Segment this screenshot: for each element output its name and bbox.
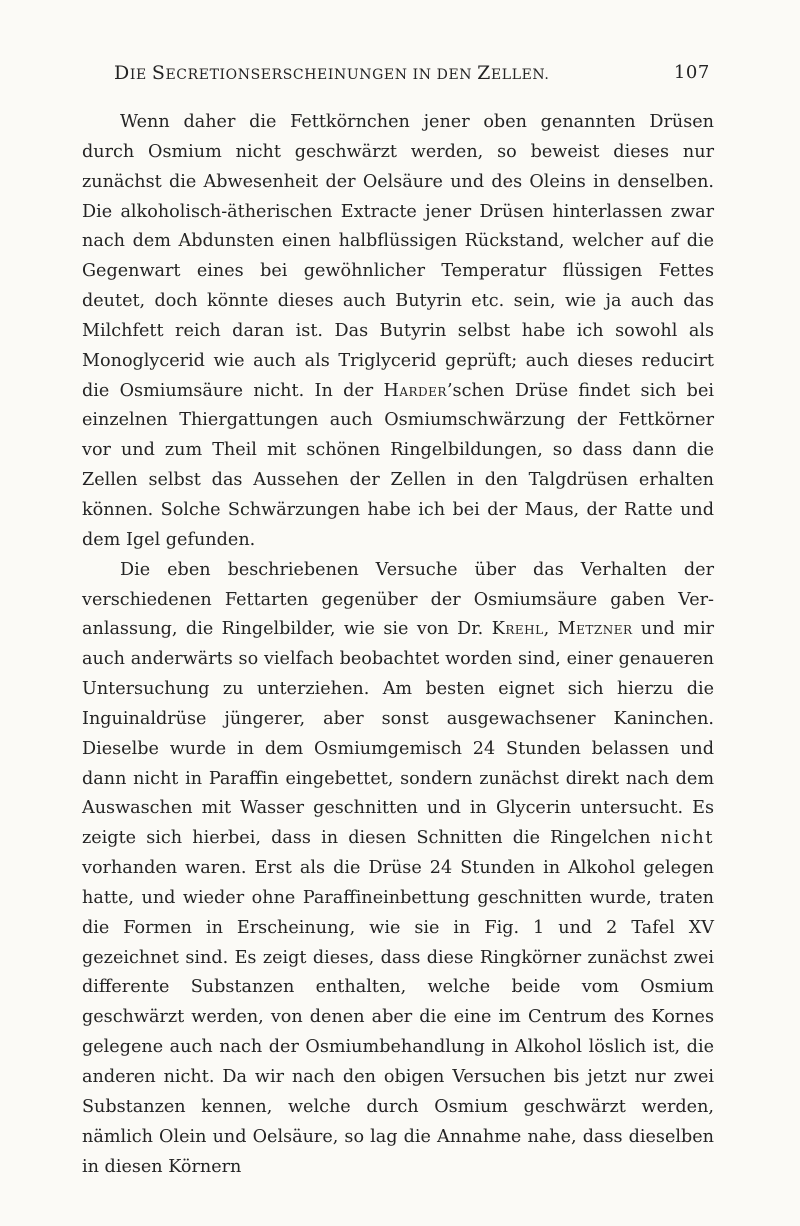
author-name-metzner: Metzner (557, 619, 633, 640)
running-head (82, 58, 714, 88)
text-run: vorhanden waren. Erst als die Drüse 24 Stunden in Alkohol gelegen hatte, und wieder ohne Paraffineinbettung geschnitten wurde, traten die Formen in Erscheinung, wie sie in Fig. 1 und 2 Tafel XV gezeichnet sind. Es zeigt dieses, dass diese Ringkörner zunächst zwei differente Substanzen enthalten, welche beide vom Osmium geschwärzt werden, von denen aber die eine im Centrum des Kornes gelegene auch nach der Osmiumbehandlung in Alkohol löslich ist, die anderen nicht. Da wir nach den obigen Versuchen bis jetzt nur zwei Substanzen kennen, welche durch Osmium geschwärzt werden, nämlich Olein und Oelsäure, so lag die Annahme nahe, dass dieselben in diesen Körnern (82, 858, 714, 1177)
text-run: Die eben beschriebenen Versuche über das Verhalten der verschiedenen Fettarten gegenüber der Osmiumsäure gaben Veranlassung, die Ringelbilder, wie sie von Dr. (82, 559, 714, 640)
text-run: und mir auch anderwärts so vielfach beobachtet worden sind, einer genaueren Untersuchung zu unterziehen. Am besten eignet sich hierzu die Inguinaldrüse jüngerer, aber sonst ausgewachsener Kaninchen. Dieselbe wurde in dem Osmiumgemisch 24 Stunden belassen und dann nicht in Paraffin eingebettet, sondern zunächst direkt nach dem Auswaschen mit Wasser geschnitten und in Glycerin untersucht. Es zeigte sich hierbei, dass in diesen Schnitten die Ringelchen (82, 619, 714, 849)
paragraph-1 (82, 108, 714, 556)
text-run: , (543, 619, 558, 640)
author-name-krehl: Krehl (491, 619, 544, 640)
text-run: ’schen Drüse findet sich bei einzelnen Thiergattungen auch Osmiumschwärzung der Fettkörner vor und zum Theil mit schönen Ringelbildungen, so dass dann die Zellen selbst das Aussehen der Zellen in den Talgdrüsen erhalten können. Solche Schwärzungen habe ich bei der Maus, der Ratte und dem Igel gefunden. (82, 380, 714, 550)
emphasis-nicht: nicht (660, 828, 714, 849)
book-page (82, 58, 714, 1182)
running-title: DIE SECRETIONSERSCHEINUNGEN IN DEN ZELLEN. (114, 62, 550, 84)
page-number: 107 (673, 62, 710, 83)
author-name-harder: Harder (383, 380, 447, 401)
paragraph-2 (82, 556, 714, 1183)
text-run: Wenn daher die Fettkörnchen jener oben genannten Drüsen durch Osmium nicht geschwärzt werden, so beweist dieses nur zunächst die Abwesenheit der Oelsäure und des Oleins in denselben. Die alkoholisch-ätherischen Extracte jener Drüsen hinterlassen zwar nach dem Abdunsten einen halbflüssigen Rückstand, welcher auf die Gegenwart eines bei gewöhnlicher Temperatur flüssigen Fettes deutet, doch könnte dieses auch Butyrin etc. sein, wie ja auch das Milchfett reich daran ist. Das Butyrin selbst habe ich sowohl als Monoglycerid wie auch als Triglycerid geprüft; auch dieses reducirt die Osmiumsäure nicht. In der (82, 112, 714, 401)
body-text (82, 108, 714, 1182)
